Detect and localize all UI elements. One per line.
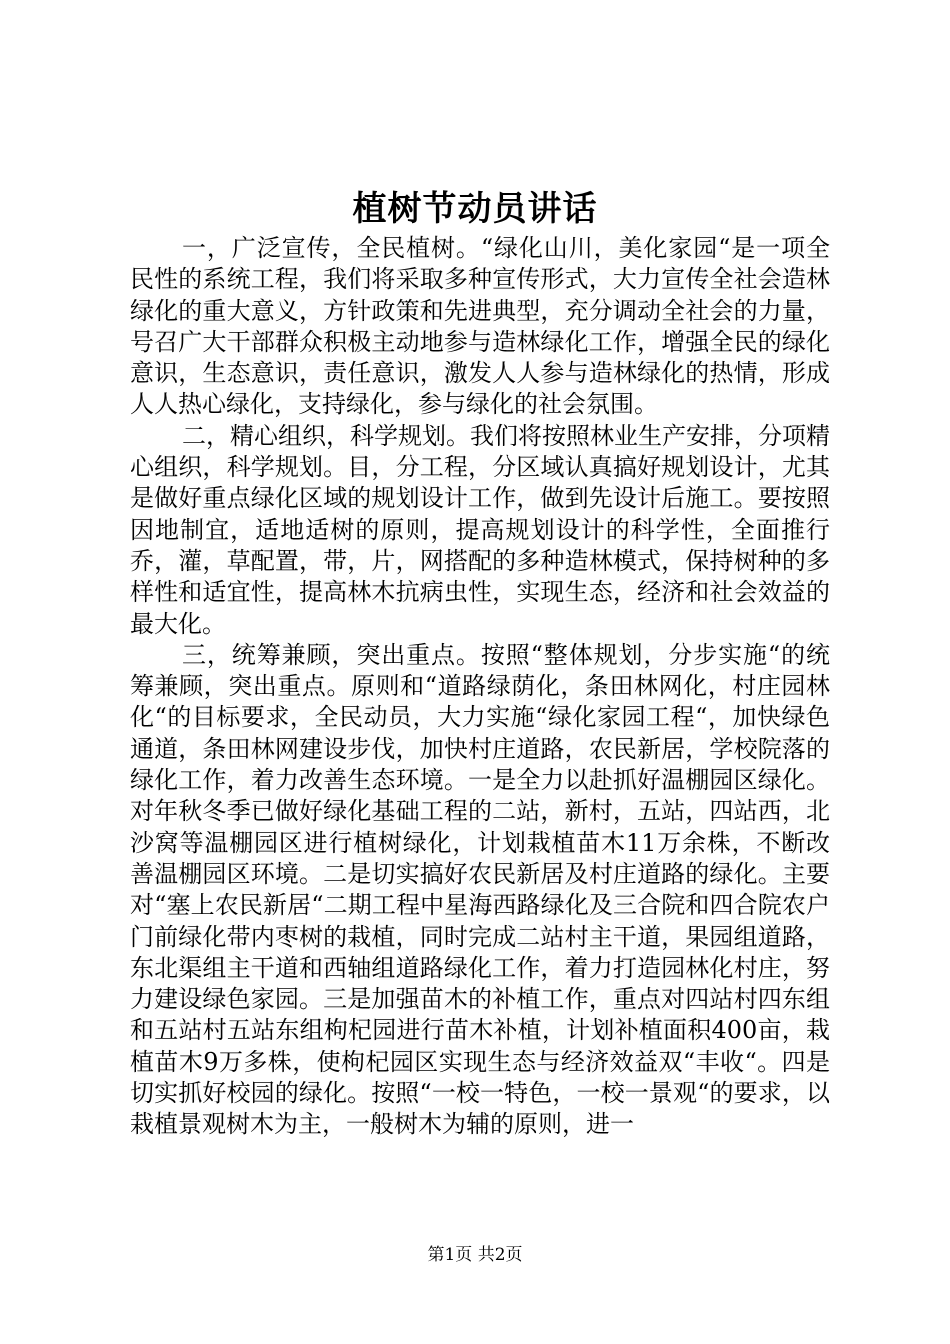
paragraph-3: 三，统筹兼顾，突出重点。按照“整体规划，分步实施“的统筹兼顾，突出重点。原则和“道路绿荫化，条田林网化，村庄园林化“的目标要求，全民动员，大力实施“绿化家园工程“，加快绿色通道，条田林网建设步伐，加快村庄道路，农民新居，学校院落的绿化工作，着力改善生态环境。一是全力以赴抓好温棚园区绿化。对年秋冬季已做好绿化基础工程的二站，新村，五站，四站西，北沙窝等温棚园区进行植树绿化，计划栽植苗木11万余株，不断改善温棚园区环境。二是切实搞好农民新居及村庄道路的绿化。主要对“塞上农民新居“二期工程中星海西路绿化及三合院和四合院农户门前绿化带内枣树的栽植，同时完成二站村主干道，果园组道路，东北渠组主干道和西轴组道路绿化工作，着力打造园林化村庄，努力建设绿色家园。三是加强苗木的补植工作，重点对四站村四东组和五站村五站东组枸杞园进行苗木补植，计划补植面积400亩，栽植苗木9万多株，使枸杞园区实现生态与经济效益双“丰收“。四是切实抓好校园的绿化。按照“一校一特色，一校一景观“的要求，以栽植景观树木为主，一般树木为辅的原则，进一 — [130, 640, 830, 1139]
paragraph-2: 二，精心组织，科学规划。我们将按照林业生产安排，分项精心组织，科学规划。目，分工程，分区域认真搞好规划设计，尤其是做好重点绿化区域的规划设计工作，做到先设计后施工。要按照因地制宜，适地适树的原则，提高规划设计的科学性，全面推行乔，灌，草配置，带，片，网搭配的多种造林模式，保持树种的多样性和适宜性，提高林木抗病虫性，实现生态，经济和社会效益的最大化。 — [130, 421, 830, 638]
page-number-footer: 第1页 共2页 — [427, 1245, 523, 1265]
document-body — [130, 233, 830, 1141]
document-title: 植树节动员讲话 — [352, 189, 598, 229]
paragraph-1: 一，广泛宣传，全民植树。“绿化山川，美化家园“是一项全民性的系统工程，我们将采取多种宣传形式，大力宣传全社会造林绿化的重大意义，方针政策和先进典型，充分调动全社会的力量，号召广大干部群众积极主动地参与造林绿化工作，增强全民的绿化意识，生态意识，责任意识，激发人人参与造林绿化的热情，形成人人热心绿化，支持绿化，参与绿化的社会氛围。 — [130, 234, 830, 419]
